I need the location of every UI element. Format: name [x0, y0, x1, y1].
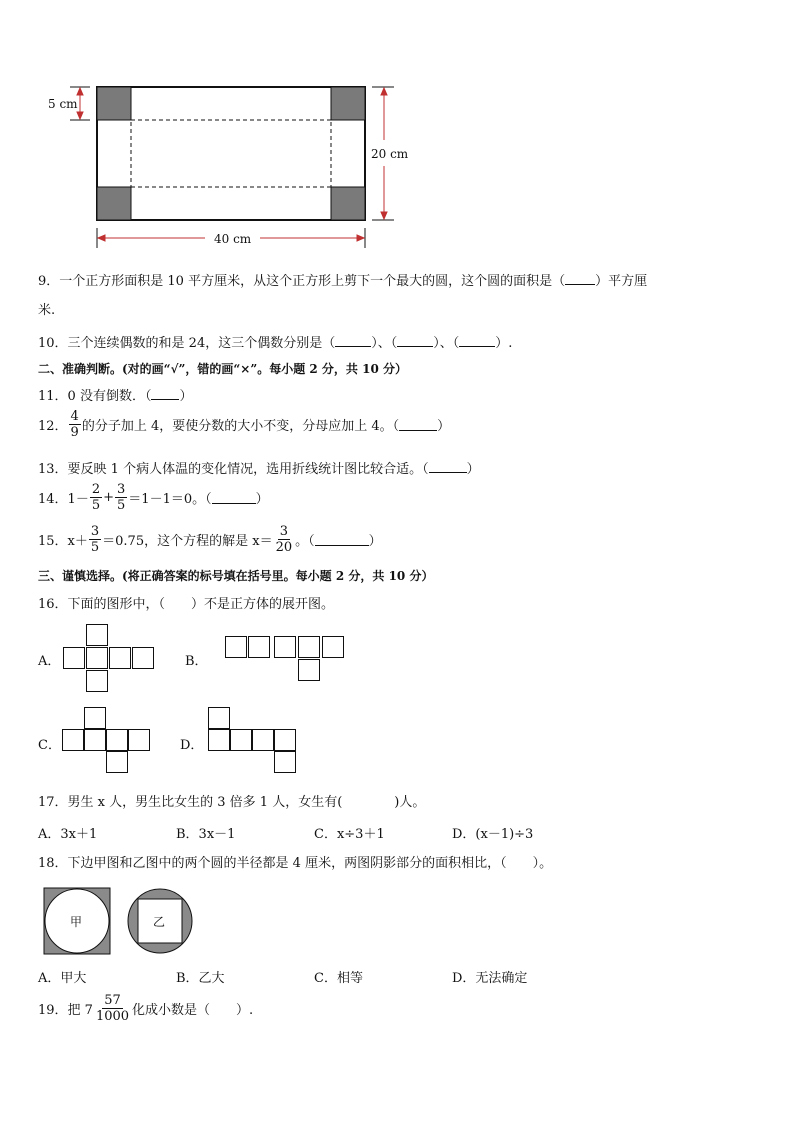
- q15-f2-numerator: 3: [279, 524, 288, 539]
- q9-text-b: ）平方厘: [595, 274, 648, 289]
- label-40cm: 40 cm: [214, 232, 252, 246]
- question-11: [38, 385, 192, 404]
- q12-close: ）: [437, 419, 451, 434]
- q15-fraction-2: [274, 524, 295, 555]
- section-3-heading: 三、谨慎选择。(将正确答案的标号填在括号里。每小题 2 分，共 10 分）: [38, 569, 434, 583]
- q17-option-d[interactable]: D．(x－1)÷3: [452, 827, 534, 842]
- q9-text-a: 9．一个正方形面积是 10 平方厘米，从这个正方形上剪下一个最大的圆，这个圆的面积是（: [38, 274, 566, 289]
- q16-net-b[interactable]: [225, 636, 350, 686]
- q16-option-b-label[interactable]: B．: [185, 654, 208, 669]
- box-net-figure: [40, 78, 420, 250]
- q16-option-d-label[interactable]: D．: [180, 738, 204, 753]
- q19-text-b: 化成小数是（ ）.: [132, 1003, 254, 1018]
- q18-option-b[interactable]: B．乙大: [176, 971, 225, 986]
- q14-f1-denominator: 5: [91, 498, 101, 513]
- q12-blank[interactable]: [399, 418, 437, 431]
- q11-blank[interactable]: [151, 387, 179, 400]
- q14-f2-denominator: 5: [117, 498, 126, 513]
- q15-text-c: 。（: [295, 534, 315, 549]
- label-5cm: 5 cm: [48, 97, 78, 111]
- q13-close: ）: [466, 462, 480, 477]
- q19-fraction: [94, 993, 131, 1024]
- q15-text-a: 15．x＋: [38, 534, 88, 549]
- q14-fraction-2: [115, 482, 127, 513]
- q14-plus: +: [103, 490, 115, 505]
- q16-net-c[interactable]: [62, 707, 162, 777]
- q19-numerator: 57: [104, 993, 121, 1008]
- q10-blank-1[interactable]: [335, 334, 371, 347]
- q9-line2: 米.: [38, 303, 56, 318]
- q14-close: ）: [255, 492, 269, 507]
- q14-fraction-1: [90, 482, 102, 513]
- q14-blank[interactable]: [212, 491, 256, 504]
- q17-option-c[interactable]: C．x÷3＋1: [314, 827, 385, 842]
- q12-denominator: 9: [70, 425, 79, 440]
- corner-square-br: [331, 187, 365, 220]
- q10-text-d: ）.: [495, 336, 513, 351]
- question-13: [38, 458, 480, 477]
- q15-f1-denominator: 5: [90, 540, 100, 555]
- corner-square-tr: [331, 87, 365, 120]
- q14-text-b: ＝1－1＝0。（: [128, 492, 212, 507]
- outer-rectangle: [97, 87, 365, 220]
- q15-fraction-1: [89, 524, 101, 555]
- label-20cm: 20 cm: [371, 147, 409, 161]
- q16-net-d[interactable]: [208, 707, 308, 777]
- q14-f1-numerator: 2: [91, 482, 101, 497]
- q10-blank-2[interactable]: [397, 334, 433, 347]
- q10-blank-3[interactable]: [459, 334, 495, 347]
- q18-option-c[interactable]: C．相等: [314, 971, 363, 986]
- section-2-heading: 二、准确判断。(对的画“√”，错的画“×”。每小题 2 分，共 10 分）: [38, 362, 407, 376]
- q16-option-c-label[interactable]: C．: [38, 738, 61, 753]
- q14-text-a: 14．1－: [38, 492, 89, 507]
- question-17-stem: 17．男生 x 人，男生比女生的 3 倍多 1 人，女生有( )人。: [38, 795, 426, 810]
- q17-option-b[interactable]: B．3x－1: [176, 827, 236, 842]
- q16-net-a[interactable]: [63, 624, 163, 694]
- q10-text-a: 10．三个连续偶数的和是 24，这三个偶数分别是（: [38, 336, 336, 351]
- corner-square-bl: [97, 187, 131, 220]
- q14-f2-numerator: 3: [117, 482, 126, 497]
- question-12: [38, 409, 450, 440]
- question-18-stem: 18．下边甲图和乙图中的两个圆的半径都是 4 厘米，两图阴影部分的面积相比，（ ）。: [38, 856, 553, 871]
- q12-numerator: 4: [70, 409, 79, 424]
- q18-option-a[interactable]: A．甲大: [38, 971, 87, 986]
- q13-text: 13．要反映 1 个病人体温的变化情况，选用折线统计图比较合适。（: [38, 462, 429, 477]
- question-19: [38, 993, 253, 1024]
- corner-square-tl: [97, 87, 131, 120]
- q15-close: ）: [368, 534, 382, 549]
- q12-number: 12．: [38, 419, 68, 434]
- q11-text: 11．0 没有倒数．（: [38, 389, 152, 404]
- q16-option-a-label[interactable]: A．: [38, 654, 61, 669]
- q18-label-jia: 甲: [70, 915, 83, 929]
- q13-blank[interactable]: [429, 460, 467, 473]
- q15-text-b: ＝0.75，这个方程的解是 x＝: [102, 534, 273, 549]
- q15-f2-denominator: 20: [275, 540, 293, 555]
- q10-text-c: ）、（: [433, 336, 460, 351]
- q17-option-a[interactable]: A．3x＋1: [38, 827, 98, 842]
- q18-label-yi: 乙: [153, 915, 166, 929]
- question-14: [38, 482, 269, 513]
- question-10: [38, 332, 512, 351]
- q18-option-d[interactable]: D．无法确定: [452, 971, 528, 986]
- q11-close: ）: [179, 389, 193, 404]
- question-15: [38, 524, 382, 555]
- q19-text-a: 19．把 7: [38, 1003, 93, 1018]
- question-9: [38, 270, 647, 289]
- q10-text-b: ）、（: [371, 336, 398, 351]
- q19-denominator: 1000: [95, 1009, 130, 1024]
- q12-text: 的分子加上 4，要使分数的大小不变，分母应加上 4。（: [81, 419, 400, 434]
- q15-f1-numerator: 3: [90, 524, 100, 539]
- q15-blank[interactable]: [315, 533, 369, 546]
- q9-answer-blank[interactable]: [565, 272, 595, 285]
- q12-fraction: [69, 409, 81, 440]
- question-16-stem: 16．下面的图形中，（ ）不是正方体的展开图。: [38, 597, 335, 612]
